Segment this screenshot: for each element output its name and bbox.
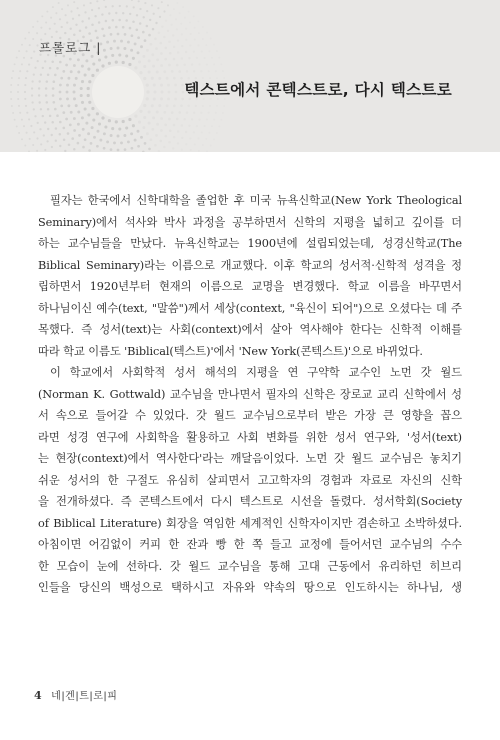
body-line: (Norman K. Gottwald) 교수님을 만나면서 필자의 신학은 장로교 교리 신학에서 성 (38, 387, 462, 401)
body-line: 필자는 한국에서 신학대학을 졸업한 후 미국 뉴욕신학교(New York Theological (50, 194, 462, 207)
page-footer (34, 687, 117, 702)
body-line: 한 모습이 눈에 선하다. 갓 월드 교수님을 통해 고대 근동에서 유리하던 히브리 (38, 559, 462, 573)
body-line: 인들을 당신의 백성으로 택하시고 자유와 약속의 땅으로 인도하시는 하나님, 생 (38, 581, 462, 594)
body-line: Biblical Seminary)라는 이름으로 개교했다. 이후 학교의 성서적·신학적 성격을 정 (38, 258, 462, 272)
body-line: 하는 교수님들을 만났다. 뉴욕신학교는 1900년에 설립되었는데, 성경신학교(The (38, 237, 462, 250)
body-line: of Biblical Literature) 회장을 역임한 세계적인 신학자이지만 겸손하고 소박하셨다. (38, 516, 462, 530)
header-band (0, 0, 500, 152)
body-line: 을 전개하셨다. 즉 콘텍스트에서 다시 텍스트로 시선을 돌렸다. 성서학회(Society (38, 495, 462, 508)
body-line: 아침이면 어김없이 커피 한 잔과 빵 한 쪽 들고 교정에 들어서던 교수님의 수수 (38, 538, 462, 551)
body-line: 는 현장(context)에서 역사한다'라는 깨달음이었다. 노먼 갓 월드 교수님은 놓치기 (38, 452, 462, 465)
section-eyebrow: 프롤로그 | (39, 40, 102, 55)
body-text (38, 190, 462, 599)
body-line: Seminary)에서 석사와 박사 과정을 공부하면서 신학의 지평을 넓히고 깊이를 더 (38, 215, 462, 229)
body-line: 라면 성경 연구에 사회학을 활용하고 사회 변화를 위한 성서 연구와, '성서(text) (38, 430, 462, 444)
body-line: 따라 학교 이름도 'Biblical(텍스트)'에서 'New York(콘텍스트)'으로 바뀌었다. (38, 344, 423, 358)
body-line: 서 속으로 들어갈 수 있었다. 갓 월드 교수님으로부터 받은 가장 큰 영향을 꼽으 (38, 409, 462, 422)
body-line: 하나님이신 예수(text, "말씀")께서 세상(context, "육신이 되어")으로 오셨다는 데 주 (38, 301, 462, 315)
page-number: 4 (34, 689, 42, 702)
body-line: 이 학교에서 사회학적 성서 해석의 지평을 연 구약학 교수인 노먼 갓 월드 (50, 366, 462, 379)
body-line: 립하면서 1920년부터 현재의 이름으로 교명을 변경했다. 학교 이름을 바꾸면서 (38, 280, 462, 293)
body-line: 목했다. 즉 성서(text)는 사회(context)에서 살아 역사해야 한다는 신학적 이해를 (38, 323, 462, 336)
body-line: 쉬운 성서의 한 구절도 유심히 살피면서 고고학자의 경험과 자료로 자신의 신학 (38, 473, 462, 487)
dotted-circle-ornament (0, 0, 500, 152)
chapter-title: 텍스트에서 콘텍스트로, 다시 텍스트로 (184, 81, 452, 99)
running-head: 네|겐|트|로|피 (51, 691, 118, 702)
